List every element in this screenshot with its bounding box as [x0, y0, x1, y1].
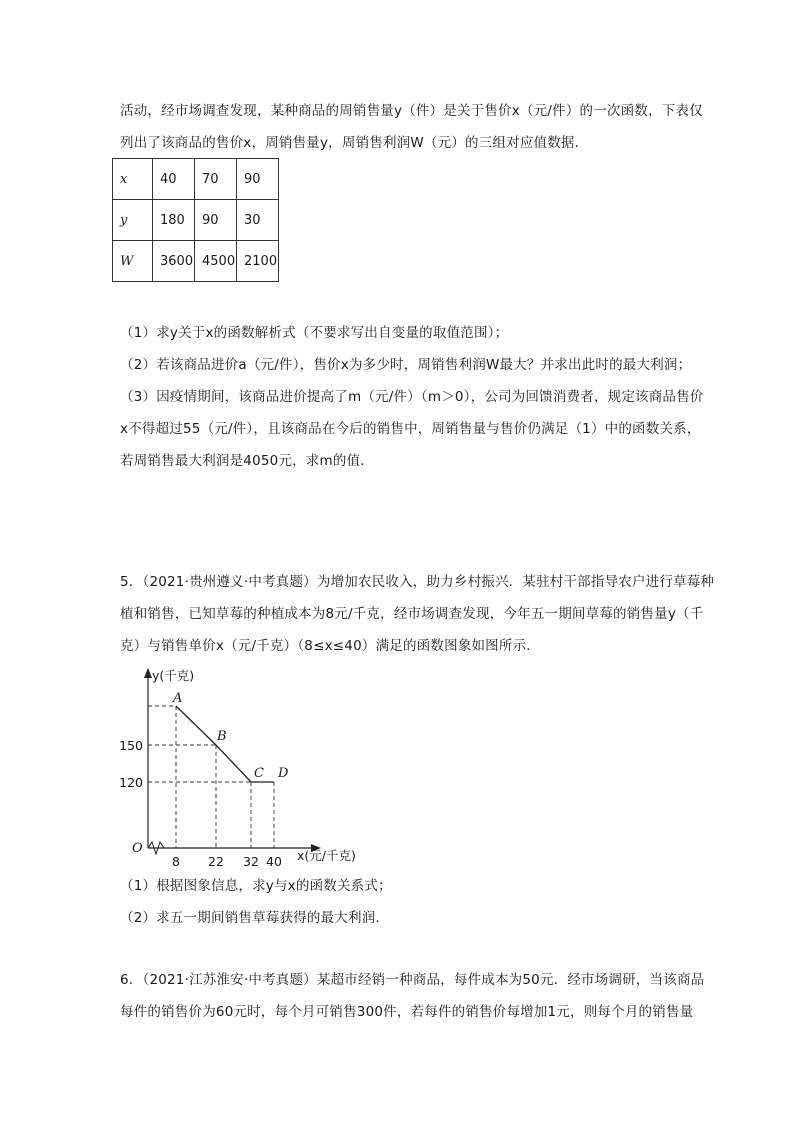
x-axis-label: x(元/千克) [297, 848, 356, 863]
point-label-D: D [278, 766, 289, 781]
point-label-C: C [254, 766, 264, 781]
point-label-A: A [173, 691, 183, 706]
table-cell: 90 [237, 159, 279, 200]
table-cell: 2100 [237, 241, 279, 282]
problem4-intro-line2: 列出了该商品的售价x，周销售量y，周销售利润W（元）的三组对应值数据． [120, 135, 589, 151]
table-cell: 180 [153, 200, 195, 241]
problem6-line1: 6．（2021·江苏淮安·中考真题）某超市经销一种商品，每件成本为50元．经市场调研，当该商品 [120, 972, 705, 988]
problem5-line1: 5．（2021·贵州遵义·中考真题）为增加农民收入，助力乡村振兴．某驻村干部指导农户进行草莓种 [120, 574, 715, 590]
y-tick-label: 120 [119, 775, 143, 790]
problem4-intro-line1: 活动，经市场调查发现，某种商品的周销售量y（件）是关于售价x（元/件）的一次函数，下表仅 [120, 103, 703, 119]
table-cell: 3600 [153, 241, 195, 282]
row-header-y: y [113, 200, 153, 241]
row-header-w: W [113, 241, 153, 282]
origin-label: O [132, 841, 143, 856]
point-label-B: B [217, 729, 227, 744]
x-tick-label: 8 [172, 854, 180, 869]
problem4-question-2: （2）若该商品进价a（元/件），售价x为多少时，周销售利润W最大？并求出此时的最大利润； [120, 357, 692, 373]
table-cell: 30 [237, 200, 279, 241]
problem4-question-3-line3: 若周销售最大利润是4050元，求m的值． [120, 453, 375, 469]
row-header-x: x [113, 159, 153, 200]
problem6-line2: 每件的销售价为60元时，每个月可销售300件，若每件的销售价每增加1元，则每个月的销售量 [120, 1004, 694, 1020]
y-tick-label: 150 [119, 738, 143, 753]
table-cell: 90 [195, 200, 237, 241]
x-tick-label: 22 [208, 854, 224, 869]
problem5-question-2: （2）求五一期间销售草莓获得的最大利润． [120, 910, 390, 926]
problem5-question-1: （1）根据图象信息，求y与x的函数关系式； [120, 878, 392, 894]
y-axis-arrow [144, 668, 152, 678]
problem5-line3: 克）与销售单价x（元/千克）（8≤x≤40）满足的函数图象如图所示． [120, 638, 540, 654]
problem4-question-1: （1）求y关于x的函数解析式（不要求写出自变量的取值范围）； [120, 325, 509, 341]
table-cell: 4500 [195, 241, 237, 282]
problem5-line2: 植和销售，已知草莓的种植成本为8元/千克，经市场调查发现，今年五一期间草莓的销售量y（千 [120, 606, 704, 622]
problem4-question-3-line2: x不得超过55（元/件），且该商品在今后的销售中，周销售量与售价仍满足（1）中的函数关系， [120, 421, 701, 437]
problem4-question-3-line1: （3）因疫情期间，该商品进价提高了m（元/件）（m＞0），公司为回馈消费者，规定该商品售价 [120, 389, 704, 405]
table-cell: 70 [195, 159, 237, 200]
x-tick-label: 32 [243, 854, 259, 869]
table-cell: 40 [153, 159, 195, 200]
x-tick-label: 40 [266, 854, 282, 869]
y-axis-label: y(千克) [152, 668, 195, 683]
